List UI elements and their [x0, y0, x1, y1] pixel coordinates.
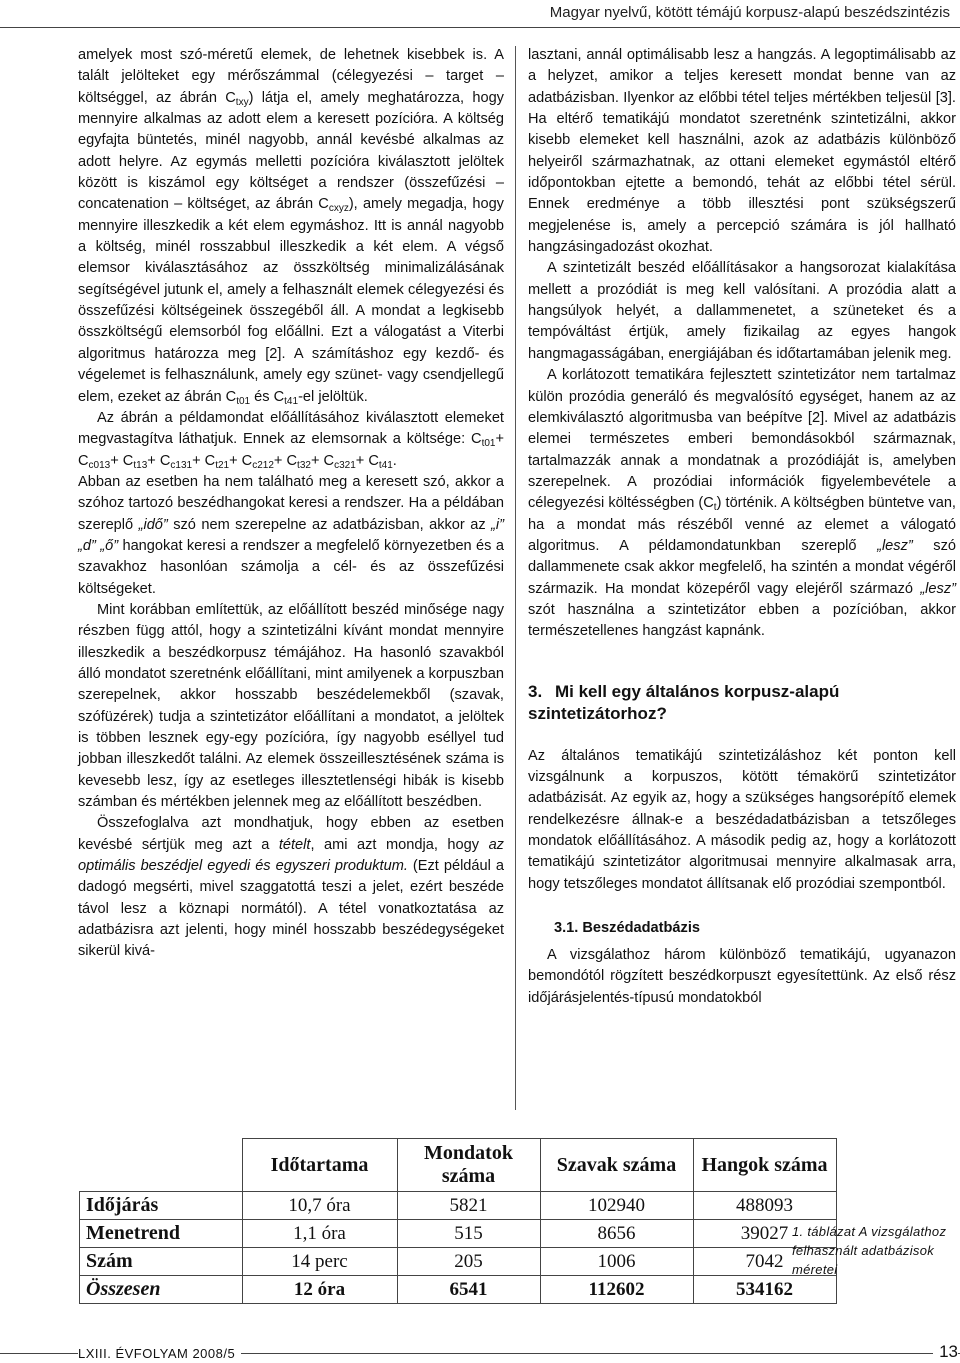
table-cell: 112602	[540, 1276, 693, 1304]
table-cell: 7042	[693, 1248, 836, 1276]
table-total-row	[80, 1276, 837, 1304]
text-run: + C	[229, 452, 253, 469]
table-corner-cell	[80, 1139, 243, 1192]
right-column	[528, 45, 956, 1009]
table-cell: 488093	[693, 1192, 836, 1220]
right-paragraph-1: lasztani, annál optimálisabb lesz a hangzás. A legoptimálisabb az a helyzet, amikor a teljes keresett mondat benne van az adatbázisban. Ilyenkor az előbbi tétel teljes mértékben teljesül [3]. Ha eltérő tematikájú mondatot szeretnénk szintetizálni, akkor kisebb elemeket kell használni, azok az adatbázis különböző helyeiről származhatnak, az ottani elemeket egymástól eltérő időpontokban ejtette a bemondó, tehát az előbbi tétel sérül. Ennek eredménye a több illesztési pont szükségszerű megjelenése is, amely a percepció számára is jól hallható hangzásingadozást okozhat.	[528, 47, 956, 256]
subscript: t41	[378, 459, 393, 471]
running-head: Magyar nyelvű, kötött témájú korpusz-alapú beszédszintézis	[549, 4, 950, 21]
row-header: Menetrend	[80, 1220, 243, 1248]
text-run: + C	[355, 452, 379, 469]
table-cell: 205	[397, 1248, 540, 1276]
left-column	[78, 45, 504, 963]
left-paragraph-4: Mint korábban említettük, az előállított beszéd minősége nagy részben függ attól, hogy a szintetizálni kívánt mondat mennyire illeszkedik a beszédkorpusz témájához. Ha hasonló szavakból álló mondatot szeretnénk előállítani, mint amilyenek a korpuszban szerepelnek, akkor hosszabb beszédelemekből (szavak, szófüzérek) tudja a szintetizátor előállítani a mondatot, a jelöltek is többen lesznek egy-egy pozícióra, így nagyobb eséllyel tud jobban illeszkedőt találni. Az elemek összeillesztésének száma is kevesebb lesz, így az esetleges illesztetlenségi hibák is kisebb számban és mértékben jelennek meg az előállított beszédben.	[78, 601, 504, 811]
section-heading	[528, 681, 956, 725]
table-cell: 1,1 óra	[242, 1220, 397, 1248]
left-paragraph-1	[78, 45, 504, 408]
table-caption: 1. táblázat A vizsgálathoz felhasznált adatbázisok méretei	[792, 1224, 947, 1277]
table-cell: 8656	[540, 1220, 693, 1248]
subscript: c212	[252, 459, 274, 471]
text-run: Összefoglalva azt mondhatjuk, hogy ebben az esetben kevésbé sértjük meg azt a	[78, 815, 504, 853]
section-title: Mi kell egy általános korpusz-alapú szintetizátorhoz?	[528, 681, 840, 723]
subscript: c321	[334, 459, 356, 471]
subscript: t01	[481, 438, 496, 450]
row-header: Összesen	[80, 1276, 243, 1304]
table-cell: 12 óra	[242, 1276, 397, 1304]
italic-run: „lesz”	[920, 580, 956, 597]
footer-volume: LXIII. ÉVFOLYAM 2008/5	[78, 1346, 241, 1361]
text-run: + C	[310, 452, 335, 469]
table-row	[80, 1248, 837, 1276]
text-run: ) történik. A költségben büntetve van, ha a mondat más részéből venné az elemet a válogató algoritmus. A példamondatunkban szereplő	[528, 495, 956, 554]
italic-run: az optimális beszédjel egyedi és egyszeri produktum.	[78, 836, 504, 875]
page-number: 13	[933, 1342, 958, 1362]
table-cell: 534162	[693, 1276, 836, 1304]
subscript: t13	[133, 459, 148, 471]
text-run: -el jelöltük.	[298, 388, 368, 405]
text-run: .	[392, 452, 397, 469]
column-header: Időtartama	[242, 1139, 397, 1192]
italic-run: tételt	[278, 836, 311, 853]
subscript: c013	[88, 459, 111, 471]
table-cell: 5821	[397, 1192, 540, 1220]
right-paragraph-2: A szintetizált beszéd előállításakor a hangsorozat kialakítása mellett a prozódiát is meg kell valósítani. A prozódia alatt a hangsúlyok helyét, a dallammenetet, a szüneteket és a tempóváltást értjük, amely fizikailag az egyes hangok hangmagasságában, energiájában és időtartamában jelenik meg.	[528, 260, 956, 362]
table-cell: 1006	[540, 1248, 693, 1276]
italic-run: „idő”	[138, 516, 168, 533]
subscript: t41	[284, 395, 299, 407]
header-rule	[0, 27, 960, 28]
row-header: Szám	[80, 1248, 243, 1276]
subscript: cxyz	[328, 203, 349, 215]
text-run: + C	[192, 452, 216, 469]
text-run: ), amely megadja, hogy mennyire illeszkedik a két elem egymáshoz. Itt is annál nagyobb a költség, minél rosszabbul illeszkedik a két elem. A végső elemsor kiválasztásához az összköltség minimalizálásának segítségével jutunk el, amely a felhasznált elemek célegyezési és összefűzési költségeinek összegéből áll. A mondat a legkisebb összköltségű elemsorból fog előállni. Ezt a válogatást a Viterbi algoritmus határozza meg [2]. A számításhoz egy kezdő- és végelemet is felhasználunk, amely egy szünet- vagy csendjellegű elem, ezeket az ábrán C	[78, 196, 504, 405]
text-run: hangokat keresi a rendszer a megfelelő környezetben és a szavakhoz hasonlóan számolja a cél- és az összefűzési költségeket.	[78, 537, 504, 597]
text-run: + C	[78, 431, 504, 469]
text-run: + C	[147, 452, 171, 469]
left-paragraph-3	[78, 472, 504, 600]
text-run: és C	[250, 388, 285, 405]
subscript: c131	[170, 459, 193, 471]
table-cell: 6541	[397, 1276, 540, 1304]
table-cell: 10,7 óra	[242, 1192, 397, 1220]
text-run: szó nem szerepelne az adatbázisban, akkor az	[167, 516, 492, 533]
table-header-row	[80, 1139, 837, 1192]
left-paragraph-2	[78, 408, 504, 472]
column-header: Szavak száma	[540, 1139, 693, 1192]
table-cell: 39027	[693, 1220, 836, 1248]
italic-run: „lesz”	[877, 537, 913, 554]
subscript: t21	[215, 459, 230, 471]
table-row	[80, 1220, 837, 1248]
italic-run: „i” „d” „ő”	[78, 516, 505, 554]
text-run: ) látja el, amely meghatározza, hogy mennyire alkalmas az adott elem a keresett pozícióra. A költség egyfajta büntetés, minél nagyobb, annál kevésbé alkalmas az adott helyre. Az egymás melletti pozícióra kiválasztott jelöltek között is kiszámol egy költséget a rendszer (összefűzési – concatenation – költséget, az ábrán C	[78, 89, 504, 213]
table-cell: 515	[397, 1220, 540, 1248]
column-header: Hangok száma	[693, 1139, 836, 1192]
right-paragraph-4: Az általános tematikájú szintetizáláshoz két ponton kell vizsgálnunk a korpuszos, kötött témakörű szintetizátor adatbázisát. Az egyik az, hogy a szükséges hangsorépítő elemek rendelkezésre állnak-e a beszédadatbázisban a tetszőleges mondatok előállításához. A második pedig az, hogy a korlátozott tematikájú szintetizátor algoritmusai mennyire alkalmasak arra, hogy tetszőleges mondatot állítsanak elő prozódiai szempontból.	[528, 747, 956, 892]
table-cell: 14 perc	[242, 1248, 397, 1276]
subscript: t	[713, 502, 717, 514]
right-paragraph-3	[528, 365, 956, 642]
column-header: Mondatok száma	[397, 1139, 540, 1192]
table-cell: 102940	[540, 1192, 693, 1220]
row-header: Időjárás	[80, 1192, 243, 1220]
text-run: A korlátozott tematikára fejlesztett szintetizátor nem tartalmaz külön prozódia generáló és megvalósító egységet, hanem az az elemkiválasztó algoritmusba van beépítve [2]. Mivel az adatbázis elemei természetes emberi bemondásokból származnak, tartalmazzák annak a mondatnak a prozódiáját is, amelyben szerepelnek. A prozódiai információk figyelembevétele a célegyezési költésségben (C	[528, 367, 956, 512]
left-paragraph-5	[78, 813, 504, 962]
subscript: txy	[235, 96, 249, 108]
text-run: amelyek most szó-méretű elemek, de lehetnek kisebbek is. A talált jelölteket egy mérőszámmal (célegyezési – target – költséggel, az ábrán C	[78, 47, 504, 106]
section-number: 3.	[528, 681, 543, 701]
subscript: t32	[297, 459, 311, 471]
text-run: szó dallammenete csak akkor megfelelő, ha szintén a mondat végéről származik. Ha mondat közepéről vagy elejéről származó	[528, 537, 957, 597]
text-run: + C	[273, 452, 298, 469]
table-row	[80, 1192, 837, 1220]
text-run: szót használna a szintetizátor ebben a pozícióban, akkor természetellenes hangzást kapnánk.	[528, 601, 956, 640]
database-size-table	[79, 1138, 837, 1304]
text-run: (Ezt például a dadogó megsérti, mivel szaggatottá teszi a jelet, ezért beszéde távol lesz a köznapi normától). A tétel vonatkoztatása az adatbázisra azt jelenti, hogy minél hosszabb beszédegységeket sikerül kivá-	[78, 858, 504, 960]
text-run: Abban az esetben ha nem található meg a keresett szó, akkor a szóhoz tartozó beszédhangokat keresi a rendszer. Ha a példában szereplő	[78, 473, 504, 533]
right-paragraph-5: A vizsgálathoz három különböző tematikájú, ugyanazon bemondótól rögzített beszédkorpuszt egyesítettünk. Az első rész időjárásjelentés-típusú mondatokból	[528, 947, 956, 1006]
text-run: Az ábrán a példamondat előállításához kiválasztott elemeket megvastagítva láthatjuk. Ennek az elemsornak a költsége: C	[78, 409, 504, 448]
column-divider	[515, 46, 516, 1110]
text-run: , ami azt mondja, hogy	[310, 836, 489, 853]
subsection-heading: 3.1. Beszédadatbázis	[554, 920, 701, 937]
text-run: + C	[110, 452, 134, 469]
subscript: t01	[236, 395, 251, 407]
